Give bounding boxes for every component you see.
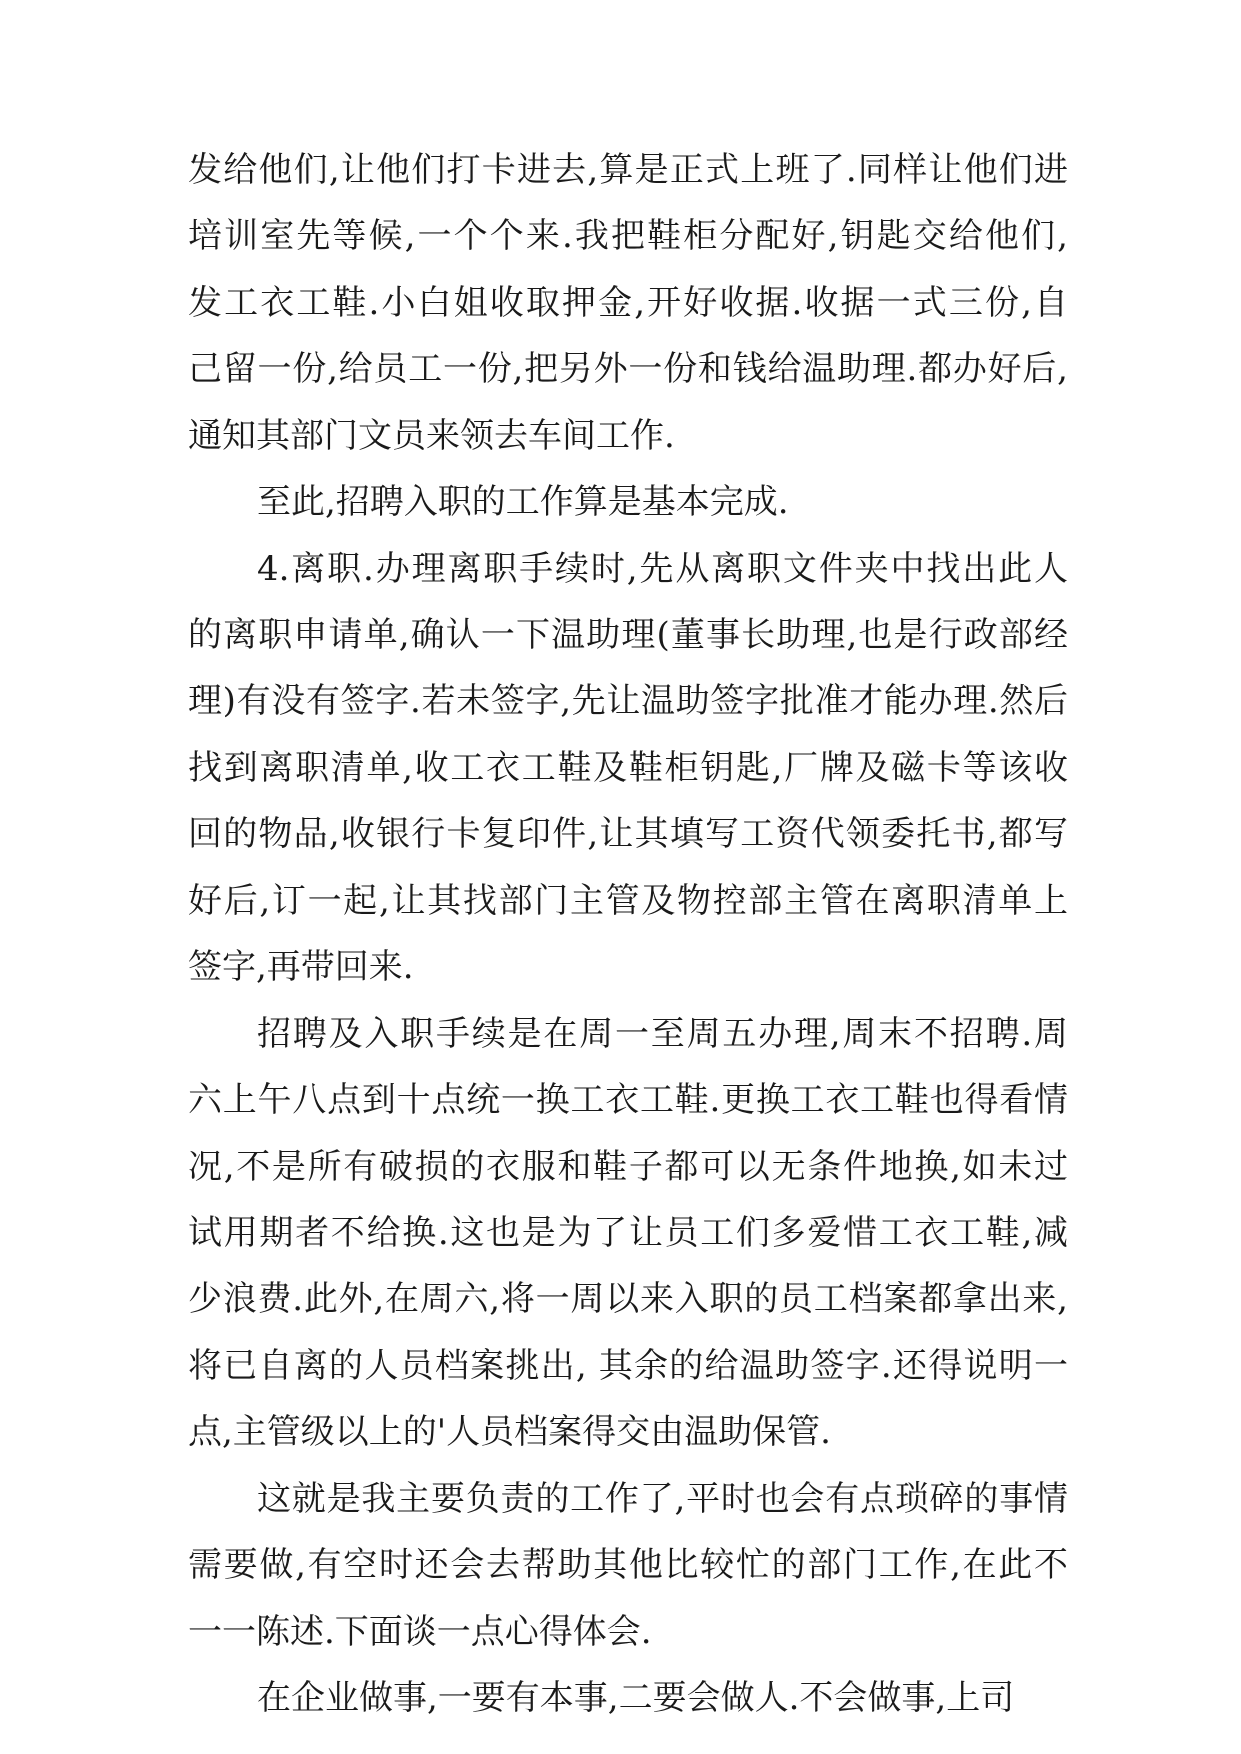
text-line-content: 4.离职.办理离职手续时,先从离职文件夹中找出此人	[257, 549, 1068, 589]
text-line-content: 至此,招聘入职的工作算是基本完成.	[257, 482, 789, 522]
text-line	[0, 539, 1241, 599]
text-line-content: 培训室先等候,一个个来.我把鞋柜分配好,钥匙交给他们,	[188, 216, 1068, 256]
text-line-content: 六上午八点到十点统一换工衣工鞋.更换工衣工鞋也得看情	[188, 1080, 1068, 1120]
text-line-content: 回的物品,收银行卡复印件,让其填写工资代领委托书,都写	[188, 814, 1068, 854]
text-line-content: 况,不是所有破损的衣服和鞋子都可以无条件地换,如未过	[188, 1147, 1068, 1187]
text-line-content: 招聘及入职手续是在周一至周五办理,周末不招聘.周	[257, 1014, 1068, 1054]
text-line-content: 的离职申请单,确认一下温助理(董事长助理,也是行政部经	[188, 615, 1068, 655]
text-line-content: 这就是我主要负责的工作了,平时也会有点琐碎的事情	[257, 1479, 1068, 1519]
text-line	[0, 206, 1241, 266]
text-line	[0, 273, 1241, 333]
text-line	[0, 472, 1241, 532]
text-line-content: 理)有没有签字.若未签字,先让温助签字批准才能办理.然后	[188, 681, 1068, 721]
text-line-content: 将已自离的人员档案挑出, 其余的给温助签字.还得说明一	[188, 1346, 1068, 1386]
text-line-content: 通知其部门文员来领去车间工作.	[188, 416, 675, 456]
text-line	[0, 671, 1241, 731]
text-line	[0, 1203, 1241, 1263]
text-line	[0, 1137, 1241, 1197]
text-line	[0, 1668, 1241, 1728]
text-line	[0, 406, 1241, 466]
text-line	[0, 804, 1241, 864]
text-line	[0, 1336, 1241, 1396]
text-line	[0, 605, 1241, 665]
text-line-content: 签字,再带回来.	[188, 947, 414, 987]
text-line-content: 己留一份,给员工一份,把另外一份和钱给温助理.都办好后,	[188, 349, 1068, 389]
text-line	[0, 1469, 1241, 1529]
text-line	[0, 1004, 1241, 1064]
text-line	[0, 1535, 1241, 1595]
text-line-content: 在企业做事,一要有本事,二要会做人.不会做事,上司	[257, 1678, 1015, 1718]
text-line	[0, 937, 1241, 997]
text-line	[0, 140, 1241, 200]
text-line-content: 发给他们,让他们打卡进去,算是正式上班了.同样让他们进	[188, 150, 1068, 190]
text-line	[0, 1602, 1241, 1662]
text-line-content: 发工衣工鞋.小白姐收取押金,开好收据.收据一式三份,自	[188, 283, 1068, 323]
text-line	[0, 1402, 1241, 1462]
text-line-content: 需要做,有空时还会去帮助其他比较忙的部门工作,在此不	[188, 1545, 1068, 1585]
text-line-content: 试用期者不给换.这也是为了让员工们多爱惜工衣工鞋,减	[188, 1213, 1068, 1253]
text-line-content: 点,主管级以上的'人员档案得交由温助保管.	[188, 1412, 831, 1452]
text-line-content: 好后,订一起,让其找部门主管及物控部主管在离职清单上	[188, 881, 1068, 921]
text-line	[0, 738, 1241, 798]
text-line	[0, 1269, 1241, 1329]
text-line	[0, 1070, 1241, 1130]
text-line-content: 少浪费.此外,在周六,将一周以来入职的员工档案都拿出来,	[188, 1279, 1068, 1319]
text-line-content: 找到离职清单,收工衣工鞋及鞋柜钥匙,厂牌及磁卡等该收	[188, 748, 1068, 788]
text-line	[0, 339, 1241, 399]
text-line-content: 一一陈述.下面谈一点心得体会.	[188, 1612, 652, 1652]
text-line	[0, 871, 1241, 931]
